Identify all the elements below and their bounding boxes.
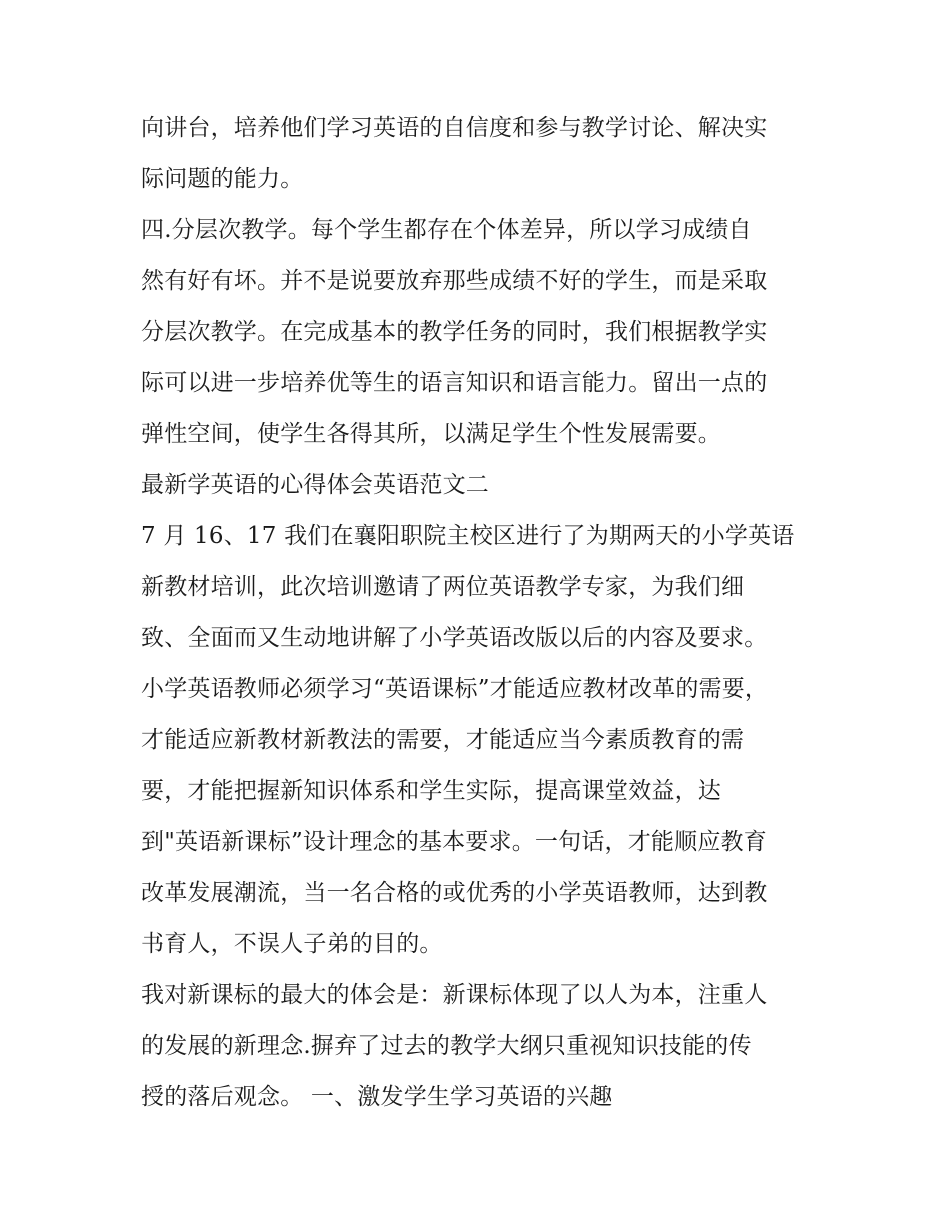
text-line: 要，才能把握新知识体系和学生实际，提高课堂效益，达 — [141, 778, 721, 804]
text-line: 新教材培训，此次培训邀请了两位英语教学专家，为我们细 — [141, 574, 745, 600]
text-line: 四.分层次教学。每个学生都存在个体差异，所以学习成绩自 — [141, 217, 752, 243]
text-line: 弹性空间，使学生各得其所，以满足学生个性发展需要。 — [141, 421, 721, 447]
text-line: 到"英语新课标”设计理念的基本要求。一句话，才能顺应教育 — [141, 829, 767, 855]
text-line: 我对新课标的最大的体会是：新课标体现了以人为本，注重人 — [141, 982, 768, 1008]
text-line: 才能适应新教材新教法的需要，才能适应当今素质教育的需 — [141, 727, 745, 753]
text-line: 致、全面而又生动地讲解了小学英语改版以后的内容及要求。 — [141, 625, 768, 651]
text-line: 分层次教学。在完成基本的教学任务的同时，我们根据教学实 — [141, 319, 768, 345]
text-line: 的发展的新理念.摒弃了过去的教学大纲只重视知识技能的传 — [141, 1033, 752, 1059]
section-heading: 最新学英语的心得体会英语范文二 — [141, 472, 489, 498]
text-line: 小学英语教师必须学习“英语课标”才能适应教材改革的需要， — [141, 676, 769, 702]
text-line: 际可以进一步培养优等生的语言知识和语言能力。留出一点的 — [141, 370, 768, 396]
text-line: 授的落后观念。 一、激发学生学习英语的兴趣 — [141, 1084, 613, 1110]
text-line: 际问题的能力。 — [141, 166, 304, 192]
text-line: 改革发展潮流，当一名合格的或优秀的小学英语教师，达到教 — [141, 880, 768, 906]
text-line: 7 月 16、17 我们在襄阳职院主校区进行了为期两天的小学英语 — [141, 523, 795, 549]
text-line: 然有好有坏。并不是说要放弃那些成绩不好的学生，而是采取 — [141, 268, 768, 294]
text-line: 书育人，不误人子弟的目的。 — [141, 931, 443, 957]
text-line: 向讲台，培养他们学习英语的自信度和参与教学讨论、解决实 — [141, 115, 768, 141]
